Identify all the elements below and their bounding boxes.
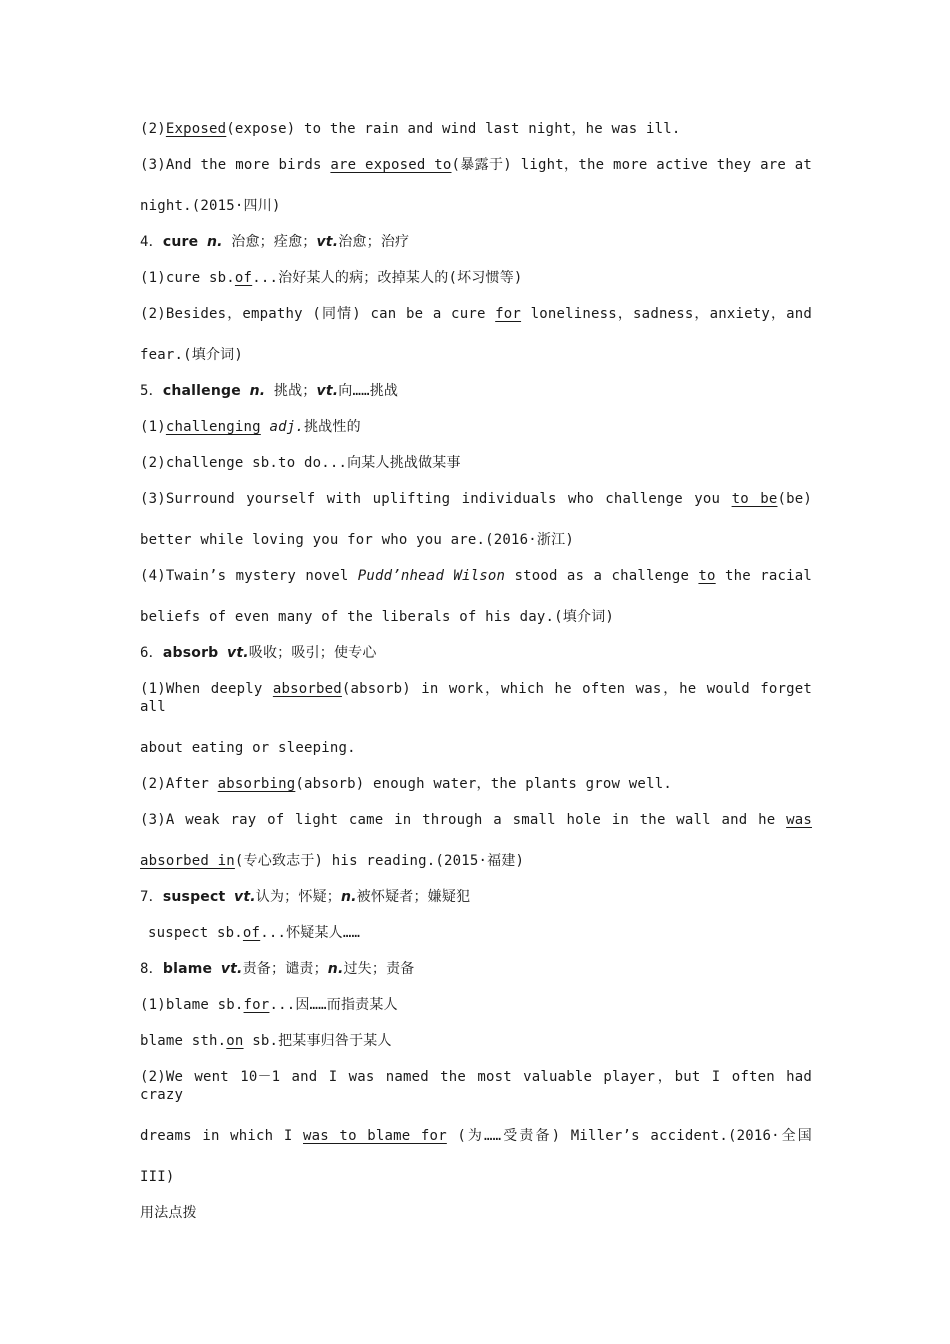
text: (2) — [140, 121, 166, 137]
answer-blank: of — [234, 270, 253, 286]
book-title: Pudd’nhead Wilson — [357, 568, 506, 584]
exercise-line — [140, 924, 812, 942]
answer-blank: was to blame for — [303, 1128, 447, 1144]
text: (3)And the more birds — [140, 157, 331, 173]
text: (2)Besides，empathy (同情) can be a cure — [140, 306, 496, 322]
text: suspect sb. — [148, 925, 243, 941]
text: (4)Twain’s mystery novel — [140, 568, 358, 584]
text: (expose) to the rain and wind last night，he was ill. — [226, 121, 681, 137]
headword: cure — [162, 234, 199, 250]
answer-blank: on — [226, 1033, 244, 1049]
text: (专心致志于) his reading.(2015·福建) — [234, 853, 525, 869]
text: ...因……而指责某人 — [269, 997, 398, 1013]
exercise-line — [140, 1127, 812, 1145]
text: (3)A weak ray of light came in through a small hole in the wall and he — [140, 812, 787, 828]
meaning: 吸收；吸引；使专心 — [248, 645, 377, 661]
exercise-line — [140, 305, 812, 323]
meaning: 挑战； — [265, 383, 317, 399]
text: (1) — [140, 419, 166, 435]
text: (3)Surround yourself with uplifting individuals who challenge you — [140, 491, 732, 507]
text: (be) — [777, 491, 812, 507]
text: stood as a challenge — [505, 568, 699, 584]
meaning: 过失；责备 — [343, 961, 415, 977]
part-of-speech: vt. — [227, 645, 249, 661]
headword-line — [140, 382, 812, 400]
answer-blank: challenging — [165, 419, 261, 435]
text: the racial — [715, 568, 812, 584]
answer-blank: was — [786, 812, 812, 828]
text: ...怀疑某人…… — [260, 925, 361, 941]
item-number: 7． — [140, 889, 163, 905]
headword: absorb — [162, 645, 219, 661]
part-of-speech: n. — [206, 234, 223, 250]
part-of-speech: adj. — [269, 419, 304, 435]
part-of-speech: n. — [327, 961, 344, 977]
answer-blank: of — [242, 925, 261, 941]
text: (暴露于) light，the more active they are at — [451, 157, 812, 173]
exercise-line — [140, 1032, 812, 1050]
meaning: 向……挑战 — [338, 383, 399, 399]
headword: blame — [162, 961, 213, 977]
answer-blank: to — [698, 568, 716, 584]
exercise-line: (2)challenge sb.to do...向某人挑战做某事 — [140, 455, 461, 471]
part-of-speech: n. — [249, 383, 266, 399]
headword: challenge — [162, 383, 241, 399]
exercise-line — [140, 120, 812, 138]
exercise-line: beliefs of even many of the liberals of his day.(填介词) — [140, 609, 615, 625]
part-of-speech: vt. — [316, 383, 339, 399]
item-number: 4． — [140, 234, 163, 250]
exercise-line: (2)We went 10－1 and I was named the most valuable player，but I often had crazy — [140, 1069, 812, 1103]
text: (1)cure sb. — [140, 270, 235, 286]
answer-blank: to be — [731, 491, 778, 507]
exercise-line — [140, 775, 812, 793]
exercise-line — [140, 996, 812, 1014]
meaning: 挑战性的 — [303, 419, 361, 435]
meaning: 治愈；治疗 — [338, 234, 410, 250]
exercise-line: III) — [140, 1169, 175, 1185]
exercise-line: about eating or sleeping. — [140, 740, 356, 756]
text: loneliness，sadness，anxiety，and — [521, 306, 812, 322]
text: (为……受责备) Miller’s accident.(2016·全国 — [446, 1128, 813, 1144]
headword-line — [140, 644, 812, 662]
answer-blank: are exposed to — [330, 157, 452, 173]
answer-blank: for — [243, 997, 270, 1013]
document-page — [140, 120, 812, 1222]
exercise-line — [140, 269, 812, 287]
text: (absorb) enough water，the plants grow well. — [295, 776, 672, 792]
text: blame sth. — [140, 1033, 227, 1049]
exercise-line — [140, 490, 812, 508]
exercise-line — [140, 852, 812, 870]
exercise-line — [140, 567, 812, 585]
headword-line — [140, 233, 812, 251]
exercise-line: better while loving you for who you are.(2016·浙江) — [140, 532, 574, 548]
item-number: 8． — [140, 961, 163, 977]
text: (absorb) in work，which he often was，he would forget all — [140, 681, 812, 715]
part-of-speech: vt. — [220, 961, 243, 977]
part-of-speech: vt. — [234, 889, 256, 905]
exercise-line: fear.(填介词) — [140, 347, 244, 363]
exercise-line — [140, 811, 812, 829]
part-of-speech: n. — [340, 889, 357, 905]
exercise-line — [140, 156, 812, 174]
text: sb.把某事归咎于某人 — [243, 1033, 392, 1049]
headword-line — [140, 960, 812, 978]
headword-line — [140, 888, 812, 906]
answer-blank: absorbed — [272, 681, 342, 697]
exercise-line: night.(2015·四川) — [140, 198, 281, 214]
answer-blank: absorbed in — [140, 853, 235, 869]
section-heading: 用法点拨 — [140, 1205, 197, 1221]
text: dreams in which I — [140, 1128, 303, 1144]
item-number: 6． — [140, 645, 163, 661]
item-number: 5． — [140, 383, 163, 399]
answer-blank: Exposed — [165, 121, 227, 137]
exercise-line — [140, 418, 812, 436]
text: (1)blame sb. — [140, 997, 244, 1013]
meaning: 责备；谴责； — [242, 961, 328, 977]
exercise-line — [140, 680, 812, 716]
answer-blank: absorbing — [217, 776, 296, 792]
text: (2)After — [140, 776, 218, 792]
text: (1)When deeply — [140, 681, 273, 697]
headword: suspect — [162, 889, 226, 905]
meaning: 被怀疑者；嫌疑犯 — [356, 889, 471, 905]
part-of-speech: vt. — [316, 234, 339, 250]
meaning: 治愈；痊愈； — [222, 234, 317, 250]
answer-blank: for — [495, 306, 522, 322]
meaning: 认为；怀疑； — [255, 889, 341, 905]
text: ...治好某人的病；改掉某人的(坏习惯等) — [252, 270, 523, 286]
